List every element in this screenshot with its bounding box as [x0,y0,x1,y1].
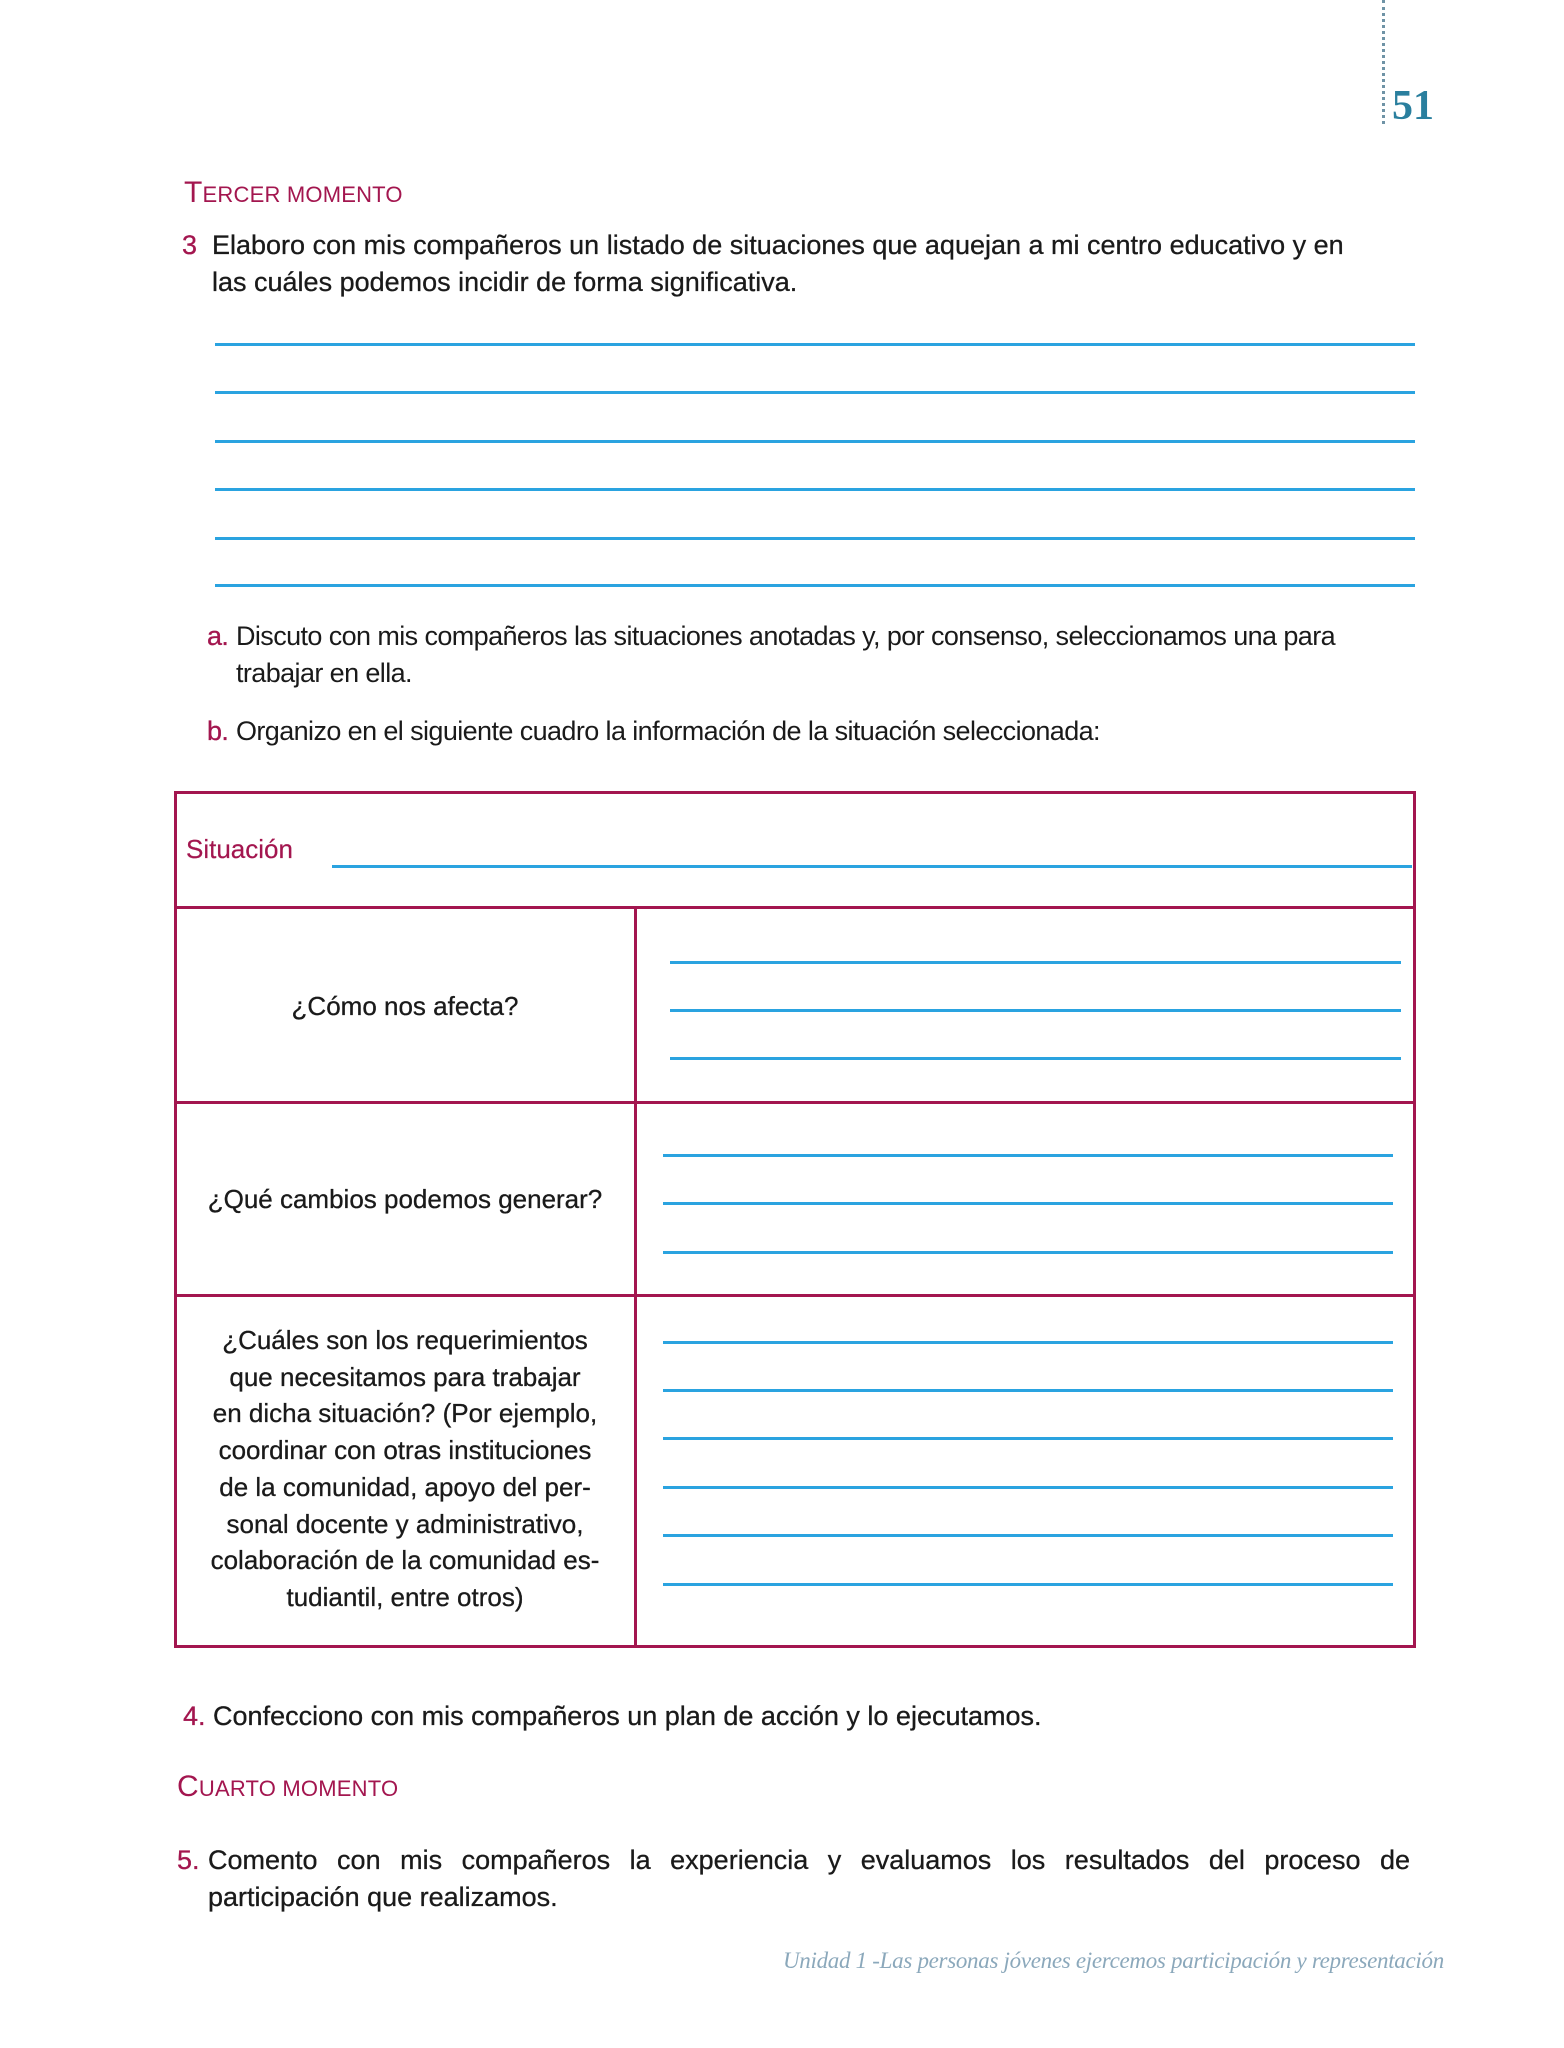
answer-line[interactable] [670,1009,1401,1012]
item-number: 4. [183,1701,206,1731]
sub-item-b-text: Organizo en el siguiente cuadro la información de la situación seleccionada: [236,716,1100,746]
item-3-line-2: las cuáles podemos incidir de forma significativa. [212,267,798,297]
answer-line[interactable] [215,343,1415,346]
question-line: colaboración de la comunidad es- [210,1545,600,1576]
table-divider [174,1294,1416,1297]
section-heading-cuarto-momento [177,1772,398,1804]
answer-line[interactable] [663,1389,1393,1392]
heading-rest: UARTO MOMENTO [198,1776,399,1801]
item-4-text: Confecciono con mis compañeros un plan de acción y lo ejecutamos. [213,1701,1042,1731]
sub-item-b [207,713,1100,750]
running-footer: Unidad 1 -Las personas jóvenes ejercemos participación y representación [783,1948,1444,1973]
question-line: tudiantil, entre otros) [286,1581,524,1612]
question-requerimientos [177,1322,633,1616]
answer-line[interactable] [663,1534,1393,1537]
item-4 [183,1698,1042,1735]
heading-initial: C [177,1770,199,1803]
question-line: ¿Cómo nos afecta? [291,991,519,1021]
sub-item-a [207,618,1336,688]
item-5-line-1: Comento con mis compañeros la experiencia y evaluamos los resultados del proceso de [208,1845,1410,1875]
sub-item-label: a. [207,621,229,651]
table-divider [174,906,1416,909]
item-5-line-2: participación que realizamos. [208,1882,558,1912]
question-line: ¿Qué cambios podemos generar? [207,1184,603,1214]
question-como-nos-afecta [177,988,633,1025]
answer-line[interactable] [663,1154,1393,1157]
item-3-line-1: Elaboro con mis compañeros un listado de situaciones que aquejan a mi centro educativo y en [212,230,1344,260]
table-divider [174,1101,1416,1104]
question-line: de la comunidad, apoyo del per- [219,1471,591,1502]
question-line: en dicha situación? (Por ejemplo, [212,1398,598,1429]
answer-line[interactable] [663,1251,1393,1254]
answer-line[interactable] [663,1202,1393,1205]
situacion-label: Situación [186,834,293,864]
sub-item-a-line-2: trabajar en ella. [236,658,412,688]
page-number: 51 [1392,83,1434,129]
answer-line[interactable] [215,584,1415,587]
question-line: que necesitamos para trabajar [229,1361,581,1392]
answer-line[interactable] [663,1341,1393,1344]
situacion-answer-line[interactable] [332,865,1412,868]
question-line: coordinar con otras instituciones [218,1435,592,1466]
answer-line[interactable] [215,537,1415,540]
answer-line[interactable] [663,1583,1393,1586]
answer-line[interactable] [670,961,1401,964]
answer-line[interactable] [215,440,1415,443]
answer-line[interactable] [215,391,1415,394]
sub-item-label: b. [207,716,229,746]
heading-rest: ERCER MOMENTO [202,182,403,207]
question-que-cambios [177,1181,633,1218]
answer-line[interactable] [670,1057,1401,1060]
answer-line[interactable] [663,1437,1393,1440]
item-number: 5. [177,1845,200,1875]
table-column-divider [634,906,637,1646]
section-heading-tercer-momento [184,178,403,210]
question-line: sonal docente y administrativo, [226,1508,584,1539]
margin-dotted-rule [1382,0,1385,124]
item-number: 3 [182,230,198,260]
heading-initial: T [184,176,203,209]
answer-line[interactable] [215,488,1415,491]
answer-line[interactable] [663,1486,1393,1489]
question-line: ¿Cuáles son los requerimientos [222,1325,588,1355]
sub-item-a-line-1: Discuto con mis compañeros las situaciones anotadas y, por consenso, seleccionamos una para [236,621,1336,651]
